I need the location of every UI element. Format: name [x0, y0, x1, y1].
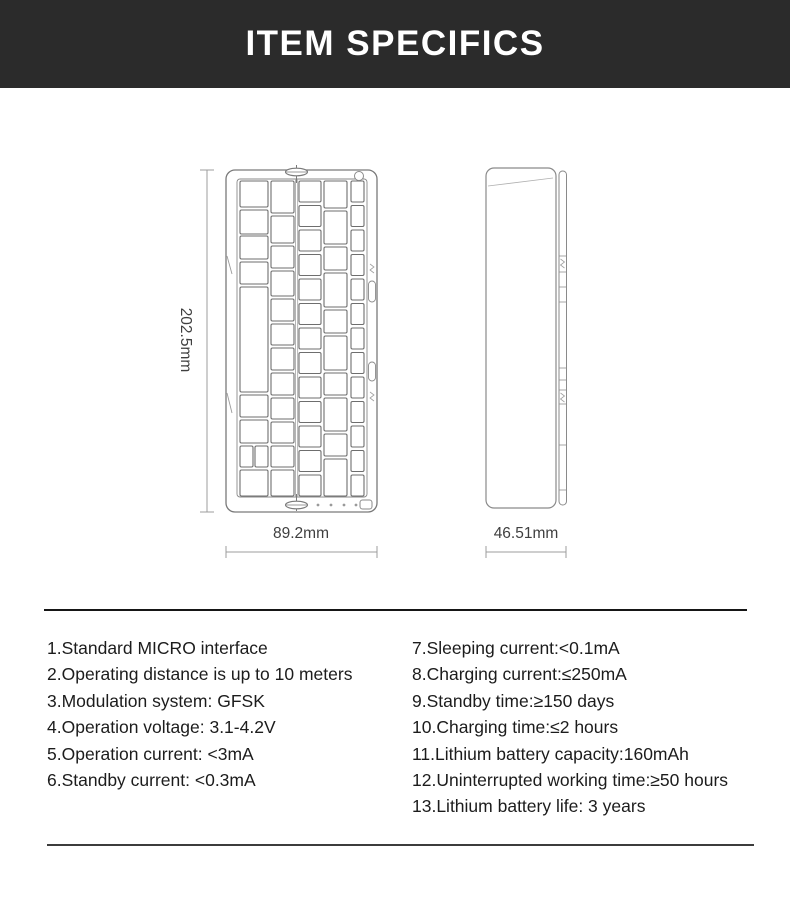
front-width-label: 89.2mm	[273, 525, 329, 542]
spec-column-left	[47, 635, 412, 820]
spec-item: 5.Operation current: <3mA	[47, 743, 254, 764]
spec-item: 10.Charging time:≤2 hours	[412, 717, 619, 738]
front-height-label: 202.5mm	[177, 307, 194, 373]
spec-item: 8.Charging current:≤250mA	[412, 664, 627, 685]
side-strip	[559, 171, 567, 505]
keyboard-side-view	[486, 168, 567, 508]
product-diagram	[0, 88, 790, 588]
spec-item: 11.Lithium battery capacity:160mAh	[412, 743, 689, 764]
keyboard-front-view	[226, 165, 377, 512]
separator-bottom	[47, 844, 754, 846]
spec-item: 4.Operation voltage: 3.1-4.2V	[47, 717, 276, 738]
spec-item: 12.Uninterrupted working time:≥50 hours	[412, 770, 729, 791]
side-width-dimension	[486, 525, 566, 558]
spec-item: 13.Lithium battery life: 3 years	[412, 796, 646, 817]
spec-item: 3.Modulation system: GFSK	[47, 690, 265, 711]
spec-column-right	[412, 635, 728, 820]
side-width-label: 46.51mm	[493, 525, 559, 542]
header-bar	[0, 0, 790, 88]
spec-item: 1.Standard MICRO interface	[47, 638, 268, 658]
separator-top	[44, 609, 747, 611]
keyboard-diagram-svg	[0, 88, 790, 588]
page-title: ITEM SPECIFICS	[245, 24, 545, 63]
spec-item: 7.Sleeping current:<0.1mA	[412, 638, 620, 658]
spec-item: 2.Operating distance is up to 10 meters	[47, 664, 353, 685]
height-dimension	[177, 170, 214, 512]
power-button	[360, 500, 372, 509]
spec-item: 6.Standby current: <0.3mA	[47, 770, 256, 791]
spec-list	[47, 635, 790, 820]
spec-item: 9.Standby time:≥150 days	[412, 690, 615, 711]
front-width-dimension	[226, 525, 377, 558]
side-body-outline	[486, 168, 556, 508]
latch-button	[355, 172, 364, 181]
spacebar-key	[240, 287, 268, 392]
